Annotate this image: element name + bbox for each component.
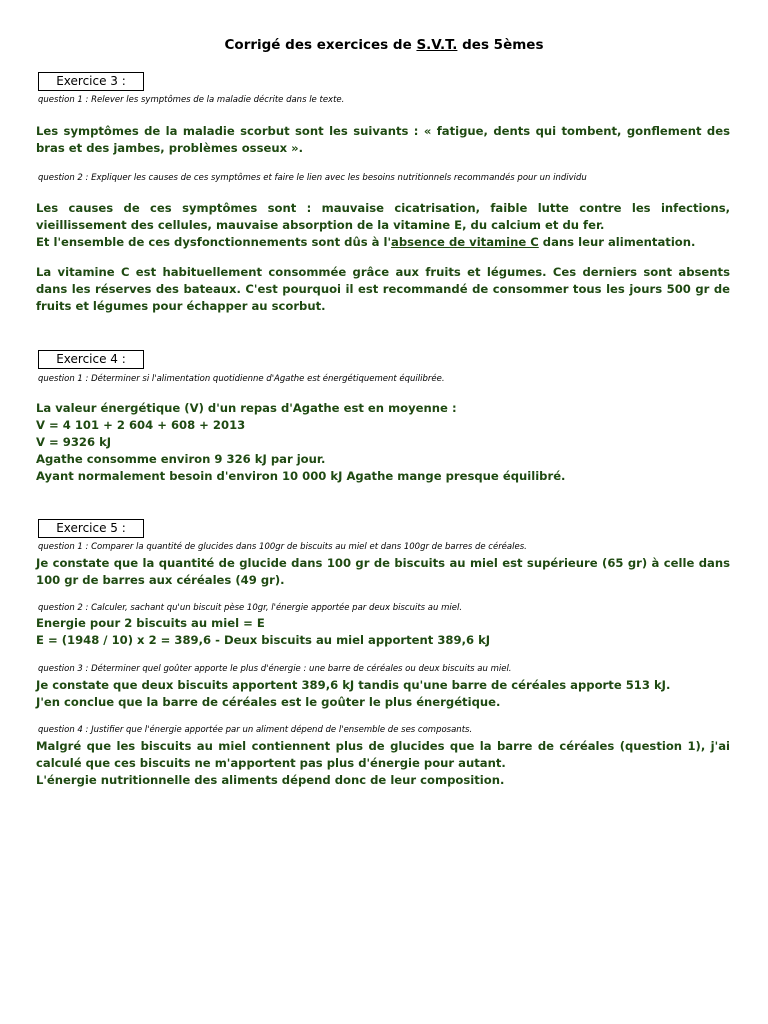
ex3-answer-1 (36, 123, 730, 157)
ex4-line-1: La valeur énergétique (V) d'un repas d'Agathe est en moyenne : (36, 401, 457, 415)
ex4-question-1: question 1 : Déterminer si l'alimentation quotidienne d'Agathe est énergétiquement équilibrée. (38, 374, 445, 384)
title-suffix: des 5èmes (457, 37, 544, 53)
exercise-5-label: Exercice 5 : (38, 519, 144, 538)
ex3-answer-2-line-2 (36, 234, 730, 251)
ex5-question-1: question 1 : Comparer la quantité de glucides dans 100gr de biscuits au miel et dans 100gr de barres de céréales. (38, 542, 527, 552)
ex3-question-1: question 1 : Relever les symptômes de la maladie décrite dans le texte. (38, 95, 345, 105)
exercise-4-label: Exercice 4 : (38, 350, 144, 369)
ex5-answer-3-line-2: J'en conclue que la barre de céréales est le goûter le plus énergétique. (36, 695, 501, 709)
ex3-answer-2-post: dans leur alimentation. (538, 235, 696, 249)
page-title (0, 37, 768, 53)
title-prefix: Corrigé des exercices de (224, 37, 417, 53)
ex3-answer-2-underlined: absence de vitamine C (391, 235, 539, 249)
ex3-answer-2-line-1: Les causes de ces symptômes sont : mauvaise cicatrisation, faible lutte contre les infections, vieillissement des cellules, mauvaise absorption de la vitamine E, du calcium et du fer. (36, 201, 730, 232)
ex3-answer-2 (36, 200, 730, 251)
ex5-question-2: question 2 : Calculer, sachant qu'un biscuit pèse 10gr, l'énergie apportée par deux biscuits au miel. (38, 603, 463, 613)
ex5-answer-1 (36, 555, 730, 589)
ex4-line-2: V = 4 101 + 2 604 + 608 + 2013 (36, 418, 246, 432)
ex5-answer-3 (36, 677, 730, 711)
exercise-3-label: Exercice 3 : (38, 72, 144, 91)
ex5-answer-2 (36, 615, 730, 649)
ex5-question-3: question 3 : Déterminer quel goûter apporte le plus d'énergie : une barre de céréales ou deux biscuits au miel. (38, 664, 512, 674)
ex3-answer-3-text: La vitamine C est habituellement consommée grâce aux fruits et légumes. Ces derniers sont absents dans les réserves des bateaux. C'est pourquoi il est recommandé de consommer tous les jours 500 gr de fruits et légumes pour échapper au scorbut. (36, 265, 730, 313)
ex3-question-2: question 2 : Expliquer les causes de ces symptômes et faire le lien avec les besoins nutritionnels recommandés pour un individu (38, 173, 587, 183)
ex5-answer-2-line-2: E = (1948 / 10) x 2 = 389,6 - Deux biscuits au miel apportent 389,6 kJ (36, 633, 491, 647)
ex4-line-3: V = 9326 kJ (36, 435, 112, 449)
ex5-answer-4 (36, 738, 730, 789)
ex4-line-5: Ayant normalement besoin d'environ 10 000 kJ Agathe mange presque équilibré. (36, 469, 566, 483)
title-subject: S.V.T. (416, 37, 458, 53)
ex3-answer-3 (36, 264, 730, 315)
ex4-answer (36, 400, 730, 485)
ex5-question-4: question 4 : Justifier que l'énergie apportée par un aliment dépend de l'ensemble de ses composants. (38, 725, 473, 735)
ex5-answer-4-line-1: Malgré que les biscuits au miel contiennent plus de glucides que la barre de céréales (question 1), j'ai calculé que ces biscuits ne m'apportent pas plus d'énergie pour autant. (36, 739, 730, 770)
ex3-answer-1-text: Les symptômes de la maladie scorbut sont les suivants : « fatigue, dents qui tombent, gonflement des bras et des jambes, problèmes osseux ». (36, 124, 730, 155)
ex5-answer-3-line-1: Je constate que deux biscuits apportent 389,6 kJ tandis qu'une barre de céréales apporte 513 kJ. (36, 678, 671, 692)
ex3-answer-2-pre: Et l'ensemble de ces dysfonctionnements sont dûs à l' (36, 235, 392, 249)
ex5-answer-2-line-1: Energie pour 2 biscuits au miel = E (36, 616, 265, 630)
ex5-answer-1-text: Je constate que la quantité de glucide dans 100 gr de biscuits au miel est supérieure (65 gr) à celle dans 100 gr de barres aux céréales (49 gr). (36, 556, 730, 587)
ex5-answer-4-line-2: L'énergie nutritionnelle des aliments dépend donc de leur composition. (36, 773, 505, 787)
ex4-line-4: Agathe consomme environ 9 326 kJ par jour. (36, 452, 326, 466)
